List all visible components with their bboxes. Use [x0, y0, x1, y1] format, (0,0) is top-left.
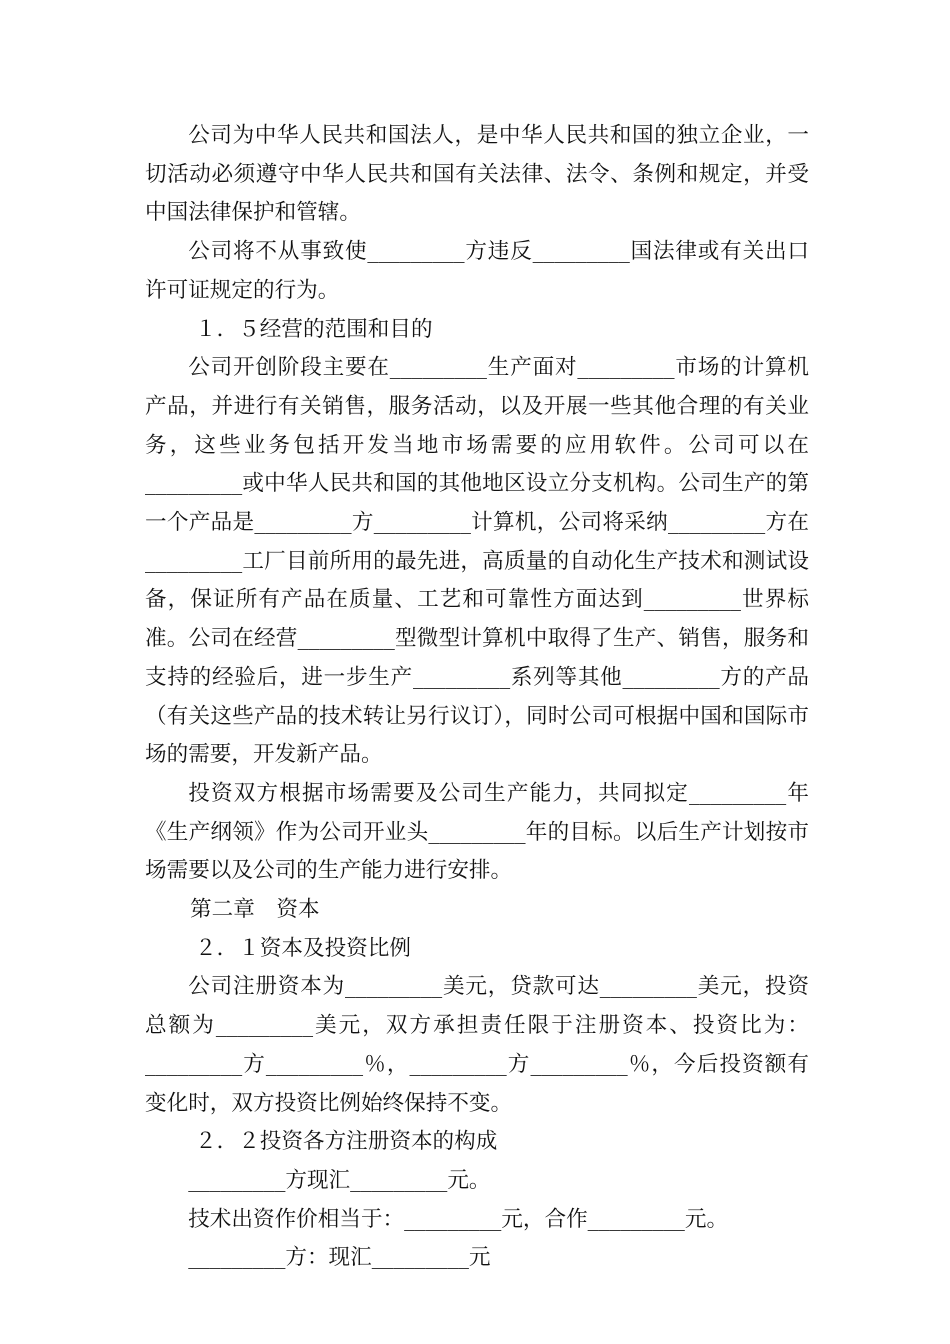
heading-2-2: ２．２投资各方注册资本的构成 [195, 1129, 498, 1155]
para-cash-contribution: _________方现汇_________元。 [188, 1167, 491, 1193]
para-other-cash: _________方：现汇_________元 [188, 1245, 491, 1271]
heading-2-1: ２．１资本及投资比例 [195, 935, 411, 961]
document-body [145, 117, 809, 1278]
heading-chapter-2: 第二章 资本 [190, 897, 320, 923]
para-registered-capital: 公司注册资本为_________美元，贷款可达_________美元，投资总额为_________美元，双方承担责任限于注册资本、投资比为：_________方_________％，_________方_________％，今后投资额有变化时，双方投资比例始终保持不变。 [145, 974, 809, 1116]
para-tech-contribution: 技术出资作价相当于：_________元，合作_________元。 [188, 1206, 729, 1232]
para-export-compliance: 公司将不从事致使_________方违反_________国法律或有关出口许可证规定的行为。 [145, 239, 809, 303]
heading-1-5: １．５经营的范围和目的 [195, 316, 433, 342]
para-legal-status: 公司为中华人民共和国法人，是中华人民共和国的独立企业，一切活动必须遵守中华人民共和国有关法律、法令、条例和规定，并受中国法律保护和管辖。 [145, 123, 809, 226]
para-business-scope: 公司开创阶段主要在_________生产面对_________市场的计算机产品，并进行有关销售，服务活动，以及开展一些其他合理的有关业务，这些业务包括开发当地市场需要的应用软件。公司可以在_________或中华人民共和国的其他地区设立分支机构。公司生产的第一个产品是_________方_________计算机，公司将采纳_________方在_________工厂目前所用的最先进，高质量的自动化生产技术和测试设备，保证所有产品在质量、工艺和可靠性方面达到_________世界标准。公司在经营_________型微型计算机中取得了生产、销售，服务和支持的经验后，进一步生产_________系列等其他_________方的产品（有关这些产品的技术转让另行议订），同时公司可根据中国和国际市场的需要，开发新产品。 [145, 355, 809, 768]
para-production-plan: 投资双方根据市场需要及公司生产能力，共同拟定_________年《生产纲领》作为公司开业头_________年的目标。以后生产计划按市场需要以及公司的生产能力进行安排。 [145, 780, 809, 884]
